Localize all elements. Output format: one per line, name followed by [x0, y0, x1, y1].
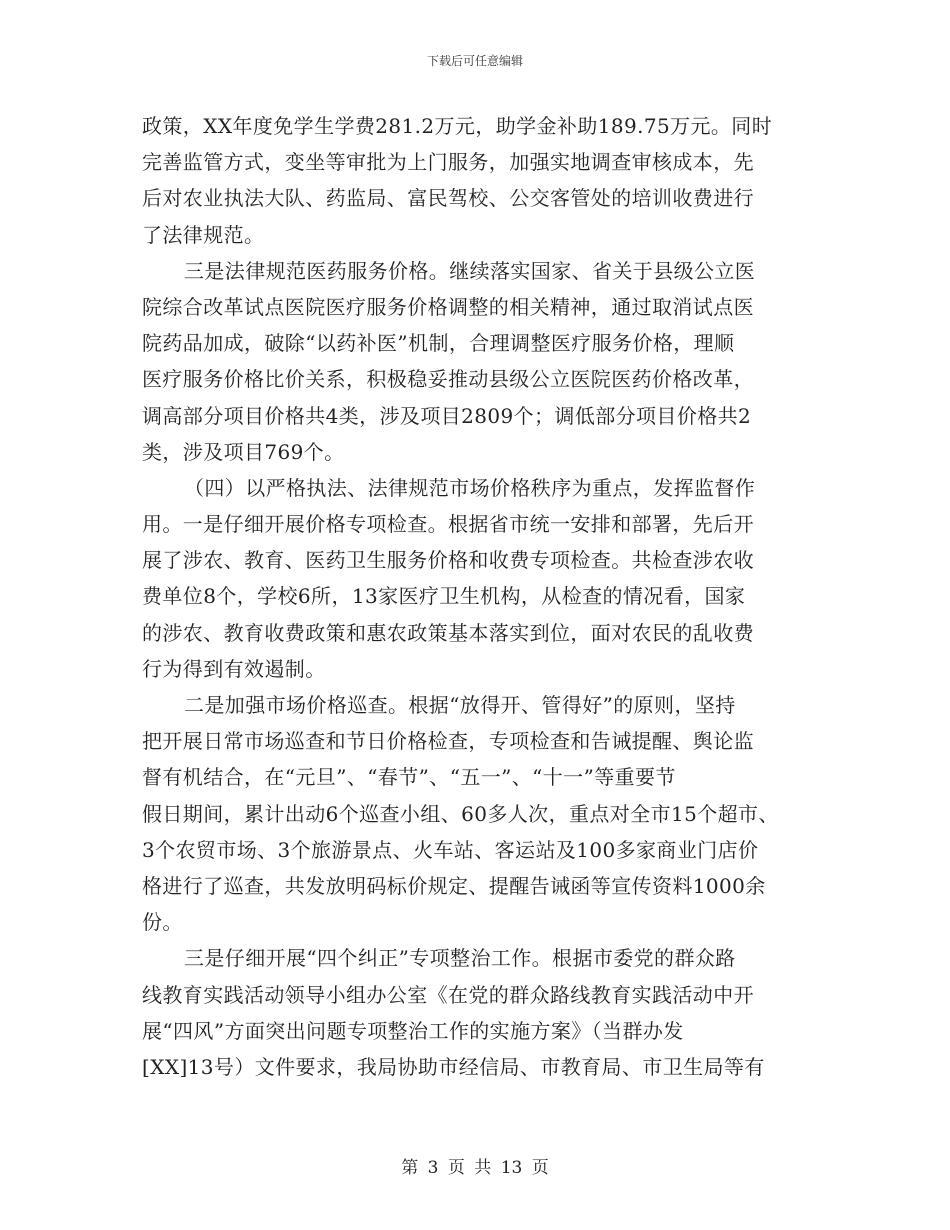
- text-line: 政策，XX年度免学生学费281.2万元，助学金补助189.75万元。同时: [142, 114, 773, 138]
- text-line: 督有机结合，在“元旦”、“春节”、“五一”、“十一”等重要节: [142, 765, 676, 790]
- text-line: 的涉农、教育收费政策和惠农政策基本落实到位，面对农民的乱收费: [142, 620, 754, 645]
- text-line: 假日期间，累计出动6个巡查小组、60多人次，重点对全市15个超市、: [142, 801, 779, 826]
- text-line: （四）以严格执法、法律规范市场价格秩序为重点，发挥监督作: [184, 475, 756, 500]
- text-line: 行为得到有效遏制。: [142, 656, 326, 681]
- text-line: 展了涉农、教育、医药卫生服务价格和收费专项检查。共检查涉农收: [142, 548, 754, 573]
- text-line: 完善监管方式，变坐等审批为上门服务，加强实地调查审核成本，先: [142, 150, 754, 175]
- text-line: 3个农贸市场、3个旅游景点、火车站、客运站及100多家商业门店价: [142, 837, 759, 862]
- text-line: 份。: [142, 910, 183, 935]
- document-body: [142, 108, 812, 1085]
- text-line: 三是仔细开展“四个纠正”专项整治工作。根据市委党的群众路: [184, 946, 736, 971]
- text-line: 格进行了巡查，共发放明码标价规定、提醒告诫函等宣传资料1000余: [142, 873, 766, 898]
- text-line: 后对农业执法大队、药监局、富民驾校、公交客管处的培训收费进行: [142, 186, 754, 211]
- text-line: 三是法律规范医药服务价格。继续落实国家、省关于县级公立医: [184, 258, 756, 283]
- text-line: 线教育实践活动领导小组办公室《在党的群众路线教育实践活动中开: [142, 982, 754, 1007]
- text-line: 医疗服务价格比价关系，积极稳妥推动县级公立医院医药价格改革，: [142, 367, 754, 392]
- page-header: 下载后可任意编辑: [426, 54, 523, 68]
- text-line: 用。一是仔细开展价格专项检查。根据省市统一安排和部署，先后开: [142, 512, 754, 537]
- text-line: 类，涉及项目769个。: [142, 439, 345, 464]
- text-line: 了法律规范。: [142, 222, 265, 247]
- text-line: 院药品加成，破除“以药补医”机制，合理调整医疗服务价格，理顺: [142, 331, 735, 356]
- text-line: 院综合改革试点医院医疗服务价格调整的相关精神，通过取消试点医: [142, 294, 754, 319]
- text-line: 展“四风”方面突出问题专项整治工作的实施方案》（当群办发: [142, 1018, 684, 1043]
- text-line: 把开展日常市场巡查和节日价格检查，专项检查和告诫提醒、舆论监: [142, 729, 754, 754]
- text-line: 二是加强市场价格巡查。根据“放得开、管得好”的原则，坚持: [184, 693, 736, 717]
- text-line: 调高部分项目价格共4类，涉及项目2809个；调低部分项目价格共2: [142, 403, 752, 428]
- text-line: 费单位8个，学校6所，13家医疗卫生机构，从检查的情况看，国家: [142, 584, 746, 609]
- text-line: [XX]13号）文件要求，我局协助市经信局、市教育局、市卫生局等有: [142, 1054, 765, 1079]
- page-footer: 第 3 页 共 13 页: [401, 1158, 549, 1178]
